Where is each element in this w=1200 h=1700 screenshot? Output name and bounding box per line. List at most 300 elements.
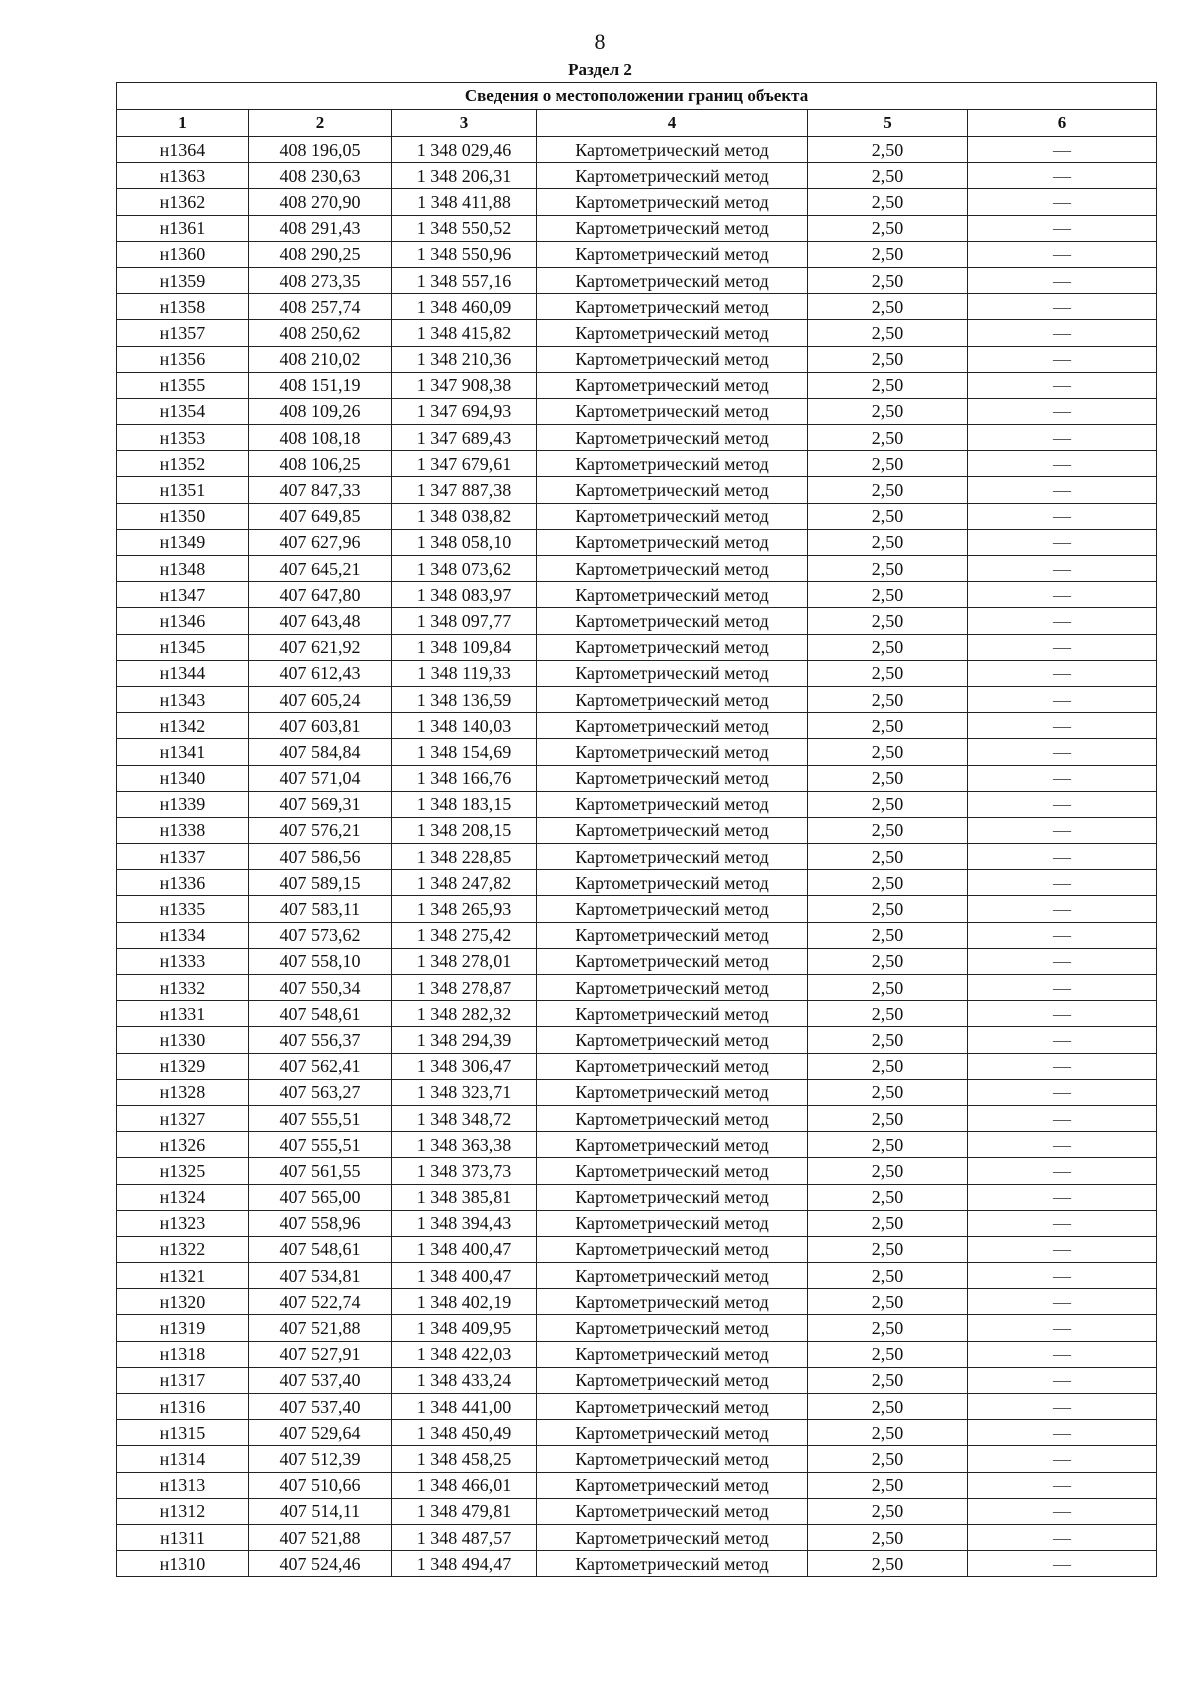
y-coordinate-cell: 1 348 265,93: [392, 896, 537, 922]
point-name-cell: н1323: [117, 1210, 249, 1236]
method-cell: Картометрический метод: [537, 870, 808, 896]
y-coordinate-cell: 1 348 058,10: [392, 529, 537, 555]
accuracy-cell: 2,50: [808, 1210, 968, 1236]
table-row: [117, 1236, 1157, 1262]
point-name-cell: н1312: [117, 1498, 249, 1524]
table-row: [117, 686, 1157, 712]
table-row: [117, 1341, 1157, 1367]
description-cell: —: [968, 163, 1157, 189]
description-cell: —: [968, 1394, 1157, 1420]
description-cell: —: [968, 320, 1157, 346]
point-name-cell: н1326: [117, 1132, 249, 1158]
description-cell: —: [968, 660, 1157, 686]
method-cell: Картометрический метод: [537, 896, 808, 922]
accuracy-cell: 2,50: [808, 975, 968, 1001]
point-name-cell: н1310: [117, 1551, 249, 1577]
accuracy-cell: 2,50: [808, 1420, 968, 1446]
table-row: [117, 1394, 1157, 1420]
accuracy-cell: 2,50: [808, 1132, 968, 1158]
description-cell: —: [968, 189, 1157, 215]
table-row: [117, 556, 1157, 582]
method-cell: Картометрический метод: [537, 1524, 808, 1550]
x-coordinate-cell: 407 643,48: [249, 608, 392, 634]
point-name-cell: н1313: [117, 1472, 249, 1498]
y-coordinate-cell: 1 348 208,15: [392, 817, 537, 843]
x-coordinate-cell: 407 586,56: [249, 844, 392, 870]
y-coordinate-cell: 1 348 083,97: [392, 582, 537, 608]
method-cell: Картометрический метод: [537, 713, 808, 739]
point-name-cell: н1338: [117, 817, 249, 843]
method-cell: Картометрический метод: [537, 1420, 808, 1446]
accuracy-cell: 2,50: [808, 1263, 968, 1289]
point-name-cell: н1320: [117, 1289, 249, 1315]
description-cell: —: [968, 1524, 1157, 1550]
table-row: [117, 634, 1157, 660]
point-name-cell: н1325: [117, 1158, 249, 1184]
x-coordinate-cell: 408 108,18: [249, 425, 392, 451]
description-cell: —: [968, 1132, 1157, 1158]
x-coordinate-cell: 407 555,51: [249, 1132, 392, 1158]
point-name-cell: н1363: [117, 163, 249, 189]
point-name-cell: н1341: [117, 739, 249, 765]
table-row: [117, 1105, 1157, 1131]
description-cell: —: [968, 398, 1157, 424]
x-coordinate-cell: 407 548,61: [249, 1001, 392, 1027]
accuracy-cell: 2,50: [808, 817, 968, 843]
accuracy-cell: 2,50: [808, 713, 968, 739]
y-coordinate-cell: 1 348 411,88: [392, 189, 537, 215]
x-coordinate-cell: 407 589,15: [249, 870, 392, 896]
description-cell: —: [968, 1551, 1157, 1577]
method-cell: Картометрический метод: [537, 1446, 808, 1472]
y-coordinate-cell: 1 348 479,81: [392, 1498, 537, 1524]
y-coordinate-cell: 1 348 294,39: [392, 1027, 537, 1053]
x-coordinate-cell: 407 550,34: [249, 975, 392, 1001]
point-name-cell: н1324: [117, 1184, 249, 1210]
y-coordinate-cell: 1 348 557,16: [392, 267, 537, 293]
point-name-cell: н1337: [117, 844, 249, 870]
page-number: 8: [594, 29, 606, 54]
accuracy-cell: 2,50: [808, 582, 968, 608]
table-row: [117, 608, 1157, 634]
y-coordinate-cell: 1 348 097,77: [392, 608, 537, 634]
accuracy-cell: 2,50: [808, 896, 968, 922]
x-coordinate-cell: 407 627,96: [249, 529, 392, 555]
table-row: [117, 1184, 1157, 1210]
accuracy-cell: 2,50: [808, 241, 968, 267]
accuracy-cell: 2,50: [808, 1472, 968, 1498]
x-coordinate-cell: 408 196,05: [249, 137, 392, 163]
table-row: [117, 294, 1157, 320]
y-coordinate-cell: 1 348 109,84: [392, 634, 537, 660]
y-coordinate-cell: 1 348 394,43: [392, 1210, 537, 1236]
y-coordinate-cell: 1 348 422,03: [392, 1341, 537, 1367]
point-name-cell: н1332: [117, 975, 249, 1001]
x-coordinate-cell: 407 576,21: [249, 817, 392, 843]
accuracy-cell: 2,50: [808, 844, 968, 870]
point-name-cell: н1342: [117, 713, 249, 739]
x-coordinate-cell: 407 583,11: [249, 896, 392, 922]
description-cell: —: [968, 1341, 1157, 1367]
method-cell: Картометрический метод: [537, 1079, 808, 1105]
point-name-cell: н1335: [117, 896, 249, 922]
y-coordinate-cell: 1 348 275,42: [392, 922, 537, 948]
description-cell: —: [968, 582, 1157, 608]
description-cell: —: [968, 1105, 1157, 1131]
y-coordinate-cell: 1 348 136,59: [392, 686, 537, 712]
point-name-cell: н1316: [117, 1394, 249, 1420]
description-cell: —: [968, 870, 1157, 896]
y-coordinate-cell: 1 348 441,00: [392, 1394, 537, 1420]
table-row: [117, 451, 1157, 477]
description-cell: —: [968, 1446, 1157, 1472]
y-coordinate-cell: 1 348 550,52: [392, 215, 537, 241]
description-cell: —: [968, 608, 1157, 634]
point-name-cell: н1350: [117, 503, 249, 529]
method-cell: Картометрический метод: [537, 844, 808, 870]
description-cell: —: [968, 294, 1157, 320]
accuracy-cell: 2,50: [808, 451, 968, 477]
accuracy-cell: 2,50: [808, 1289, 968, 1315]
x-coordinate-cell: 407 647,80: [249, 582, 392, 608]
accuracy-cell: 2,50: [808, 1027, 968, 1053]
y-coordinate-cell: 1 348 278,01: [392, 948, 537, 974]
table-row: [117, 346, 1157, 372]
accuracy-cell: 2,50: [808, 189, 968, 215]
description-cell: —: [968, 1367, 1157, 1393]
y-coordinate-cell: 1 348 282,32: [392, 1001, 537, 1027]
point-name-cell: н1351: [117, 477, 249, 503]
y-coordinate-cell: 1 348 038,82: [392, 503, 537, 529]
method-cell: Картометрический метод: [537, 1341, 808, 1367]
table-row: [117, 1524, 1157, 1550]
table-row: [117, 922, 1157, 948]
description-cell: —: [968, 634, 1157, 660]
y-coordinate-cell: 1 348 140,03: [392, 713, 537, 739]
table-row: [117, 713, 1157, 739]
description-cell: —: [968, 346, 1157, 372]
point-name-cell: н1328: [117, 1079, 249, 1105]
x-coordinate-cell: 408 291,43: [249, 215, 392, 241]
y-coordinate-cell: 1 348 247,82: [392, 870, 537, 896]
method-cell: Картометрический метод: [537, 739, 808, 765]
point-name-cell: н1319: [117, 1315, 249, 1341]
y-coordinate-cell: 1 348 363,38: [392, 1132, 537, 1158]
table-row: [117, 477, 1157, 503]
table-row: [117, 137, 1157, 163]
method-cell: Картометрический метод: [537, 1263, 808, 1289]
x-coordinate-cell: 408 210,02: [249, 346, 392, 372]
point-name-cell: н1347: [117, 582, 249, 608]
point-name-cell: н1364: [117, 137, 249, 163]
method-cell: Картометрический метод: [537, 163, 808, 189]
description-cell: —: [968, 1289, 1157, 1315]
method-cell: Картометрический метод: [537, 1551, 808, 1577]
table-row: [117, 163, 1157, 189]
description-cell: —: [968, 1472, 1157, 1498]
x-coordinate-cell: 407 527,91: [249, 1341, 392, 1367]
description-cell: —: [968, 1263, 1157, 1289]
x-coordinate-cell: 408 151,19: [249, 372, 392, 398]
accuracy-cell: 2,50: [808, 1498, 968, 1524]
table-row: [117, 1027, 1157, 1053]
accuracy-cell: 2,50: [808, 1446, 968, 1472]
x-coordinate-cell: 407 522,74: [249, 1289, 392, 1315]
accuracy-cell: 2,50: [808, 215, 968, 241]
x-coordinate-cell: 408 106,25: [249, 451, 392, 477]
x-coordinate-cell: 407 537,40: [249, 1367, 392, 1393]
point-name-cell: н1315: [117, 1420, 249, 1446]
x-coordinate-cell: 407 571,04: [249, 765, 392, 791]
column-header: 2: [249, 110, 392, 137]
method-cell: Картометрический метод: [537, 1053, 808, 1079]
accuracy-cell: 2,50: [808, 948, 968, 974]
x-coordinate-cell: 407 510,66: [249, 1472, 392, 1498]
x-coordinate-cell: 407 512,39: [249, 1446, 392, 1472]
table-row: [117, 503, 1157, 529]
method-cell: Картометрический метод: [537, 765, 808, 791]
accuracy-cell: 2,50: [808, 1341, 968, 1367]
description-cell: —: [968, 1027, 1157, 1053]
column-header: 4: [537, 110, 808, 137]
point-name-cell: н1329: [117, 1053, 249, 1079]
method-cell: Картометрический метод: [537, 1158, 808, 1184]
accuracy-cell: 2,50: [808, 163, 968, 189]
y-coordinate-cell: 1 348 206,31: [392, 163, 537, 189]
table-body: [117, 137, 1157, 1577]
y-coordinate-cell: 1 348 402,19: [392, 1289, 537, 1315]
description-cell: —: [968, 686, 1157, 712]
point-name-cell: н1334: [117, 922, 249, 948]
table-row: [117, 1367, 1157, 1393]
accuracy-cell: 2,50: [808, 739, 968, 765]
method-cell: Картометрический метод: [537, 1315, 808, 1341]
accuracy-cell: 2,50: [808, 1158, 968, 1184]
table-row: [117, 660, 1157, 686]
x-coordinate-cell: 407 562,41: [249, 1053, 392, 1079]
accuracy-cell: 2,50: [808, 398, 968, 424]
table-row: [117, 1551, 1157, 1577]
method-cell: Картометрический метод: [537, 398, 808, 424]
point-name-cell: н1330: [117, 1027, 249, 1053]
description-cell: —: [968, 1053, 1157, 1079]
boundary-table: [116, 82, 1157, 1577]
y-coordinate-cell: 1 348 323,71: [392, 1079, 537, 1105]
accuracy-cell: 2,50: [808, 1551, 968, 1577]
table-row: [117, 398, 1157, 424]
description-cell: —: [968, 1184, 1157, 1210]
method-cell: Картометрический метод: [537, 503, 808, 529]
x-coordinate-cell: 408 290,25: [249, 241, 392, 267]
accuracy-cell: 2,50: [808, 556, 968, 582]
x-coordinate-cell: 407 529,64: [249, 1420, 392, 1446]
method-cell: Картометрический метод: [537, 1498, 808, 1524]
method-cell: Картометрический метод: [537, 267, 808, 293]
description-cell: —: [968, 267, 1157, 293]
method-cell: Картометрический метод: [537, 346, 808, 372]
table-row: [117, 320, 1157, 346]
table-row: [117, 1263, 1157, 1289]
accuracy-cell: 2,50: [808, 870, 968, 896]
point-name-cell: н1355: [117, 372, 249, 398]
accuracy-cell: 2,50: [808, 922, 968, 948]
table-caption-row: [117, 83, 1157, 110]
point-name-cell: н1361: [117, 215, 249, 241]
table-row: [117, 1315, 1157, 1341]
table-row: [117, 425, 1157, 451]
point-name-cell: н1345: [117, 634, 249, 660]
point-name-cell: н1321: [117, 1263, 249, 1289]
table-row: [117, 241, 1157, 267]
accuracy-cell: 2,50: [808, 425, 968, 451]
point-name-cell: н1344: [117, 660, 249, 686]
accuracy-cell: 2,50: [808, 1105, 968, 1131]
x-coordinate-cell: 407 537,40: [249, 1394, 392, 1420]
description-cell: —: [968, 765, 1157, 791]
x-coordinate-cell: 407 514,11: [249, 1498, 392, 1524]
accuracy-cell: 2,50: [808, 634, 968, 660]
point-name-cell: н1348: [117, 556, 249, 582]
table-row: [117, 189, 1157, 215]
point-name-cell: н1322: [117, 1236, 249, 1262]
table-row: [117, 870, 1157, 896]
description-cell: —: [968, 137, 1157, 163]
table-row: [117, 1420, 1157, 1446]
x-coordinate-cell: 407 621,92: [249, 634, 392, 660]
table-row: [117, 1498, 1157, 1524]
accuracy-cell: 2,50: [808, 765, 968, 791]
y-coordinate-cell: 1 348 119,33: [392, 660, 537, 686]
table-row: [117, 765, 1157, 791]
description-cell: —: [968, 1236, 1157, 1262]
accuracy-cell: 2,50: [808, 608, 968, 634]
description-cell: —: [968, 425, 1157, 451]
point-name-cell: н1357: [117, 320, 249, 346]
table-row: [117, 896, 1157, 922]
y-coordinate-cell: 1 348 466,01: [392, 1472, 537, 1498]
description-cell: —: [968, 503, 1157, 529]
section-title: Раздел 2: [568, 60, 632, 79]
table-row: [117, 215, 1157, 241]
description-cell: —: [968, 817, 1157, 843]
method-cell: Картометрический метод: [537, 1001, 808, 1027]
table-row: [117, 1472, 1157, 1498]
y-coordinate-cell: 1 348 433,24: [392, 1367, 537, 1393]
method-cell: Картометрический метод: [537, 791, 808, 817]
y-coordinate-cell: 1 348 166,76: [392, 765, 537, 791]
point-name-cell: н1340: [117, 765, 249, 791]
description-cell: —: [968, 1001, 1157, 1027]
accuracy-cell: 2,50: [808, 1236, 968, 1262]
method-cell: Картометрический метод: [537, 425, 808, 451]
point-name-cell: н1333: [117, 948, 249, 974]
method-cell: Картометрический метод: [537, 686, 808, 712]
point-name-cell: н1318: [117, 1341, 249, 1367]
method-cell: Картометрический метод: [537, 1210, 808, 1236]
point-name-cell: н1343: [117, 686, 249, 712]
accuracy-cell: 2,50: [808, 1079, 968, 1105]
table-row: [117, 582, 1157, 608]
point-name-cell: н1354: [117, 398, 249, 424]
y-coordinate-cell: 1 348 487,57: [392, 1524, 537, 1550]
method-cell: Картометрический метод: [537, 634, 808, 660]
accuracy-cell: 2,50: [808, 1315, 968, 1341]
x-coordinate-cell: 407 556,37: [249, 1027, 392, 1053]
description-cell: —: [968, 713, 1157, 739]
method-cell: Картометрический метод: [537, 948, 808, 974]
y-coordinate-cell: 1 347 694,93: [392, 398, 537, 424]
description-cell: —: [968, 1315, 1157, 1341]
y-coordinate-cell: 1 348 385,81: [392, 1184, 537, 1210]
accuracy-cell: 2,50: [808, 660, 968, 686]
table-row: [117, 529, 1157, 555]
accuracy-cell: 2,50: [808, 1367, 968, 1393]
x-coordinate-cell: 408 273,35: [249, 267, 392, 293]
table-row: [117, 1001, 1157, 1027]
y-coordinate-cell: 1 348 210,36: [392, 346, 537, 372]
y-coordinate-cell: 1 348 415,82: [392, 320, 537, 346]
x-coordinate-cell: 407 555,51: [249, 1105, 392, 1131]
y-coordinate-cell: 1 348 073,62: [392, 556, 537, 582]
x-coordinate-cell: 407 534,81: [249, 1263, 392, 1289]
description-cell: —: [968, 791, 1157, 817]
method-cell: Картометрический метод: [537, 1394, 808, 1420]
column-header: 1: [117, 110, 249, 137]
table-row: [117, 1079, 1157, 1105]
x-coordinate-cell: 407 847,33: [249, 477, 392, 503]
x-coordinate-cell: 407 521,88: [249, 1315, 392, 1341]
point-name-cell: н1349: [117, 529, 249, 555]
x-coordinate-cell: 407 524,46: [249, 1551, 392, 1577]
point-name-cell: н1346: [117, 608, 249, 634]
y-coordinate-cell: 1 347 689,43: [392, 425, 537, 451]
table-header-row: [117, 110, 1157, 137]
accuracy-cell: 2,50: [808, 346, 968, 372]
x-coordinate-cell: 407 548,61: [249, 1236, 392, 1262]
method-cell: Картометрический метод: [537, 1472, 808, 1498]
description-cell: —: [968, 975, 1157, 1001]
y-coordinate-cell: 1 348 400,47: [392, 1263, 537, 1289]
y-coordinate-cell: 1 347 887,38: [392, 477, 537, 503]
y-coordinate-cell: 1 348 494,47: [392, 1551, 537, 1577]
method-cell: Картометрический метод: [537, 1184, 808, 1210]
method-cell: Картометрический метод: [537, 189, 808, 215]
point-name-cell: н1311: [117, 1524, 249, 1550]
y-coordinate-cell: 1 347 679,61: [392, 451, 537, 477]
method-cell: Картометрический метод: [537, 1236, 808, 1262]
accuracy-cell: 2,50: [808, 1001, 968, 1027]
x-coordinate-cell: 407 649,85: [249, 503, 392, 529]
y-coordinate-cell: 1 348 450,49: [392, 1420, 537, 1446]
method-cell: Картометрический метод: [537, 556, 808, 582]
description-cell: —: [968, 1420, 1157, 1446]
table-row: [117, 948, 1157, 974]
table-row: [117, 1053, 1157, 1079]
description-cell: —: [968, 1210, 1157, 1236]
y-coordinate-cell: 1 348 460,09: [392, 294, 537, 320]
table-caption: Сведения о местоположении границ объекта: [117, 83, 1157, 110]
accuracy-cell: 2,50: [808, 372, 968, 398]
column-header: 5: [808, 110, 968, 137]
table-row: [117, 1446, 1157, 1472]
accuracy-cell: 2,50: [808, 529, 968, 555]
x-coordinate-cell: 407 561,55: [249, 1158, 392, 1184]
x-coordinate-cell: 407 612,43: [249, 660, 392, 686]
x-coordinate-cell: 407 603,81: [249, 713, 392, 739]
method-cell: Картометрический метод: [537, 922, 808, 948]
y-coordinate-cell: 1 348 228,85: [392, 844, 537, 870]
table-row: [117, 1210, 1157, 1236]
